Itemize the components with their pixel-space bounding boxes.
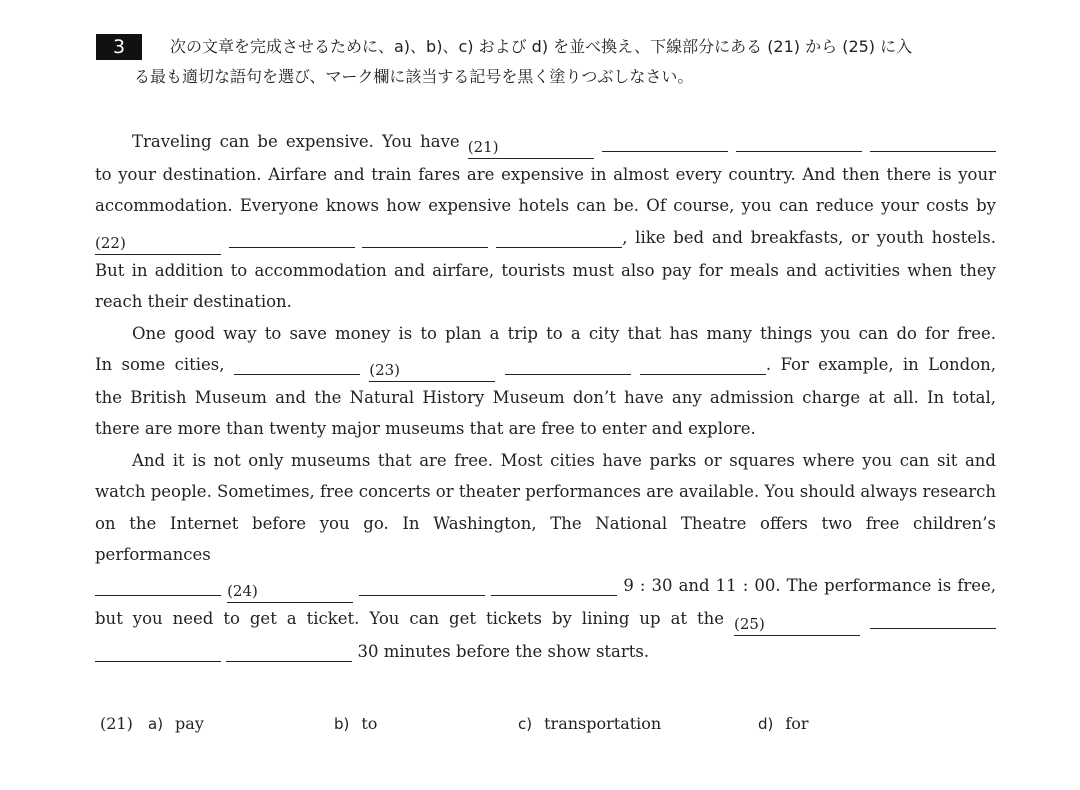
- passage-text: , like bed and breakfasts, or youth hostels.: [622, 227, 996, 247]
- choice-a[interactable]: [148, 712, 204, 736]
- blank-empty: [505, 352, 631, 375]
- choice-letter: c): [518, 715, 533, 733]
- blank-empty: [870, 129, 996, 152]
- blank-empty: [496, 225, 622, 248]
- passage-line: on the Internet before you go. In Washington, The National Theatre offers two free children’s performances: [95, 513, 996, 565]
- blank-empty: [870, 606, 996, 629]
- blank-22: (22): [95, 232, 221, 255]
- passage: [95, 126, 996, 668]
- passage-line: there are more than twenty major museums that are free to enter and explore.: [95, 419, 756, 439]
- blank-empty: [359, 573, 485, 596]
- choice-letter: d): [758, 715, 774, 733]
- blank-empty: [229, 225, 355, 248]
- passage-line: [95, 222, 996, 255]
- choice-letter: a): [148, 715, 164, 733]
- choice-text: to: [361, 714, 378, 733]
- blank-empty: [95, 639, 221, 662]
- passage-text: but you need to get a ticket. You can get tickets by lining up at the: [95, 609, 725, 629]
- instruction-line-2: る最も適切な語句を選び、マーク欄に該当する記号を黒く塗りつぶしなさい。: [134, 67, 694, 86]
- passage-text: 30 minutes before the show starts.: [357, 642, 650, 662]
- choice-text: transportation: [544, 714, 662, 733]
- passage-line: [95, 349, 996, 382]
- passage-line: to your destination. Airfare and train fares are expensive in almost every country. And then there is your: [95, 165, 996, 184]
- passage-line: [95, 636, 996, 667]
- blank-24: (24): [227, 580, 353, 603]
- passage-line: [95, 570, 996, 603]
- choice-text: pay: [175, 714, 204, 733]
- passage-line: watch people. Sometimes, free concerts or theater performances are available. You should always research: [95, 482, 997, 502]
- passage-line: the British Museum and the Natural History Museum don’t have any admission charge at all. In total,: [95, 388, 996, 408]
- blank-empty: [640, 352, 766, 375]
- blank-21: (21): [468, 136, 594, 159]
- blank-empty: [226, 639, 352, 662]
- blank-23: (23): [369, 359, 495, 382]
- blank-25: (25): [734, 613, 860, 636]
- blank-empty: [602, 129, 728, 152]
- choice-d[interactable]: [758, 712, 809, 736]
- passage-line: reach their destination.: [95, 292, 292, 312]
- passage-text: 9 : 30 and 11 : 00. The performance is free,: [623, 576, 997, 596]
- passage-line: [95, 126, 996, 159]
- passage-line: [95, 603, 996, 636]
- blank-empty: [362, 225, 488, 248]
- instruction-line-1: 次の文章を完成させるために、a)、b)、c) および d) を並べ換え、下線部分にある (21) から (25) に入: [170, 37, 913, 56]
- choice-c[interactable]: [518, 712, 661, 736]
- choice-question-number: (21): [100, 714, 133, 733]
- passage-text: In some cities,: [95, 355, 225, 375]
- choice-letter: b): [334, 715, 350, 733]
- passage-text: . For example, in London,: [765, 355, 997, 375]
- question-number: 3: [96, 34, 142, 60]
- passage-line: And it is not only museums that are free. Most cities have parks or squares where you can sit and: [132, 450, 996, 470]
- blank-empty: [491, 573, 617, 596]
- blank-empty: [736, 129, 862, 152]
- choice-text: for: [785, 714, 809, 733]
- passage-line: But in addition to accommodation and airfare, tourists must also pay for meals and activities when they: [95, 260, 996, 280]
- blank-empty: [95, 573, 221, 596]
- passage-line: accommodation. Everyone knows how expensive hotels can be. Of course, you can reduce your costs by: [95, 196, 996, 216]
- choice-b[interactable]: [334, 712, 377, 736]
- passage-text: Traveling can be expensive. You have: [132, 132, 460, 151]
- blank-empty: [234, 352, 360, 375]
- passage-line: One good way to save money is to plan a trip to a city that has many things you can do for free.: [132, 323, 996, 343]
